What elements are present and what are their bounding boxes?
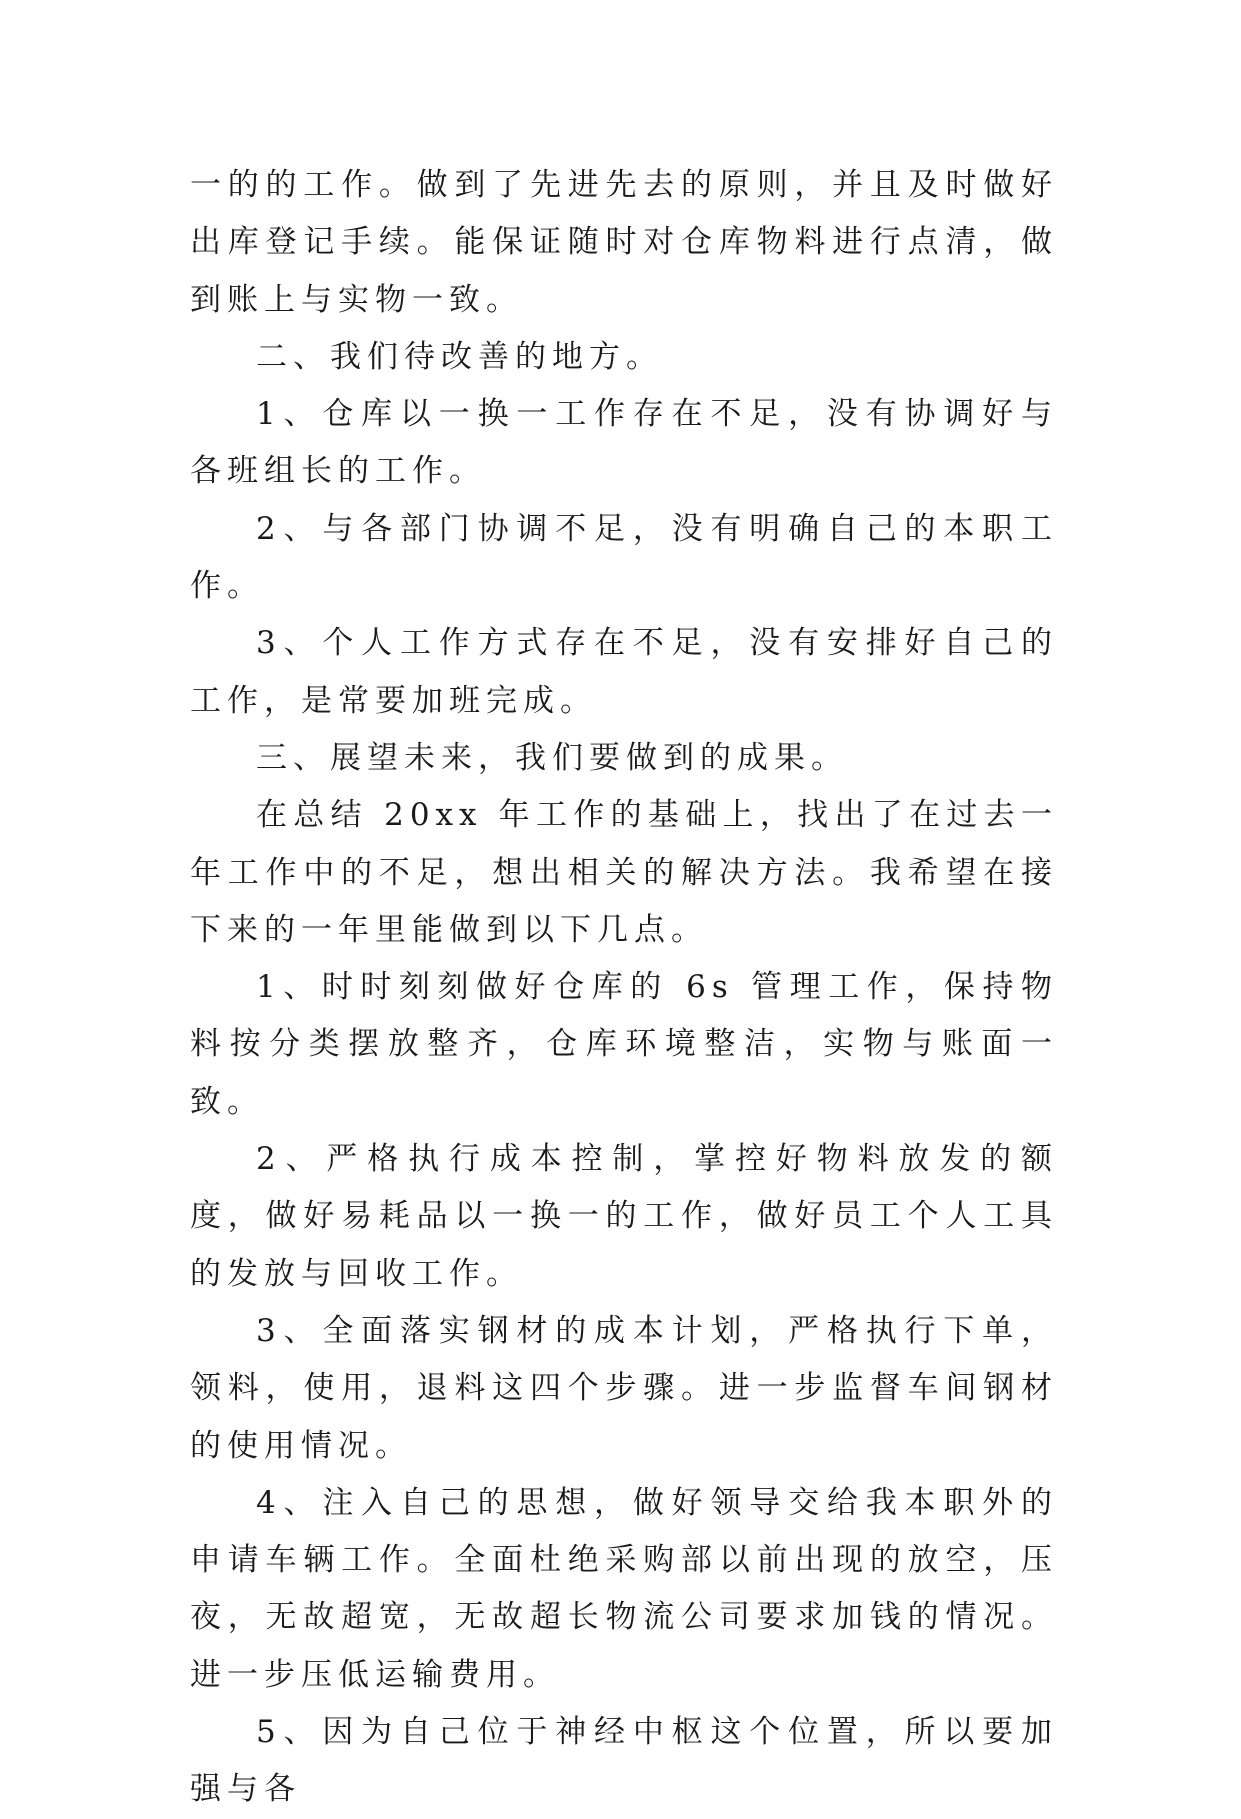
list-item: 3、个人工作方式存在不足，没有安排好自己的工作，是常要加班完成。 <box>190 625 1058 719</box>
list-item: 2、严格执行成本控制，掌控好物料放发的额度，做好易耗品以一换一的工作，做好员工个人工具的发放与回收工作。 <box>190 1141 1058 1292</box>
paragraph: 一的的工作。做到了先进先去的原则，并且及时做好出库登记手续。能保证随时对仓库物料进行点清，做到账上与实物一致。 <box>190 167 1058 318</box>
list-item: 1、仓库以一换一工作存在不足，没有协调好与各班组长的工作。 <box>190 396 1058 490</box>
section-heading: 二、我们待改善的地方。 <box>256 338 663 375</box>
section-heading: 三、展望未来，我们要做到的成果。 <box>256 739 848 776</box>
list-item: 3、全面落实钢材的成本计划，严格执行下单，领料，使用，退料这四个步骤。进一步监督车间钢材的使用情况。 <box>190 1312 1058 1464</box>
paragraph: 在总结 20xx 年工作的基础上，找出了在过去一年工作中的不足，想出相关的解决方法。我希望在接下来的一年里能做到以下几点。 <box>190 797 1058 948</box>
list-item: 4、注入自己的思想，做好领导交给我本职外的申请车辆工作。全面杜绝采购部以前出现的放空，压夜，无故超宽，无故超长物流公司要求加钱的情况。进一步压低运输费用。 <box>190 1484 1058 1693</box>
list-item: 2、与各部门协调不足，没有明确自己的本职工作。 <box>190 510 1058 605</box>
list-item: 1、时时刻刻做好仓库的 6s 管理工作，保持物料按分类摆放整齐，仓库环境整洁，实物与账面一致。 <box>190 969 1058 1120</box>
list-item: 5、因为自己位于神经中枢这个位置，所以要加强与各 <box>190 1714 1058 1808</box>
document-body <box>190 157 1058 1819</box>
